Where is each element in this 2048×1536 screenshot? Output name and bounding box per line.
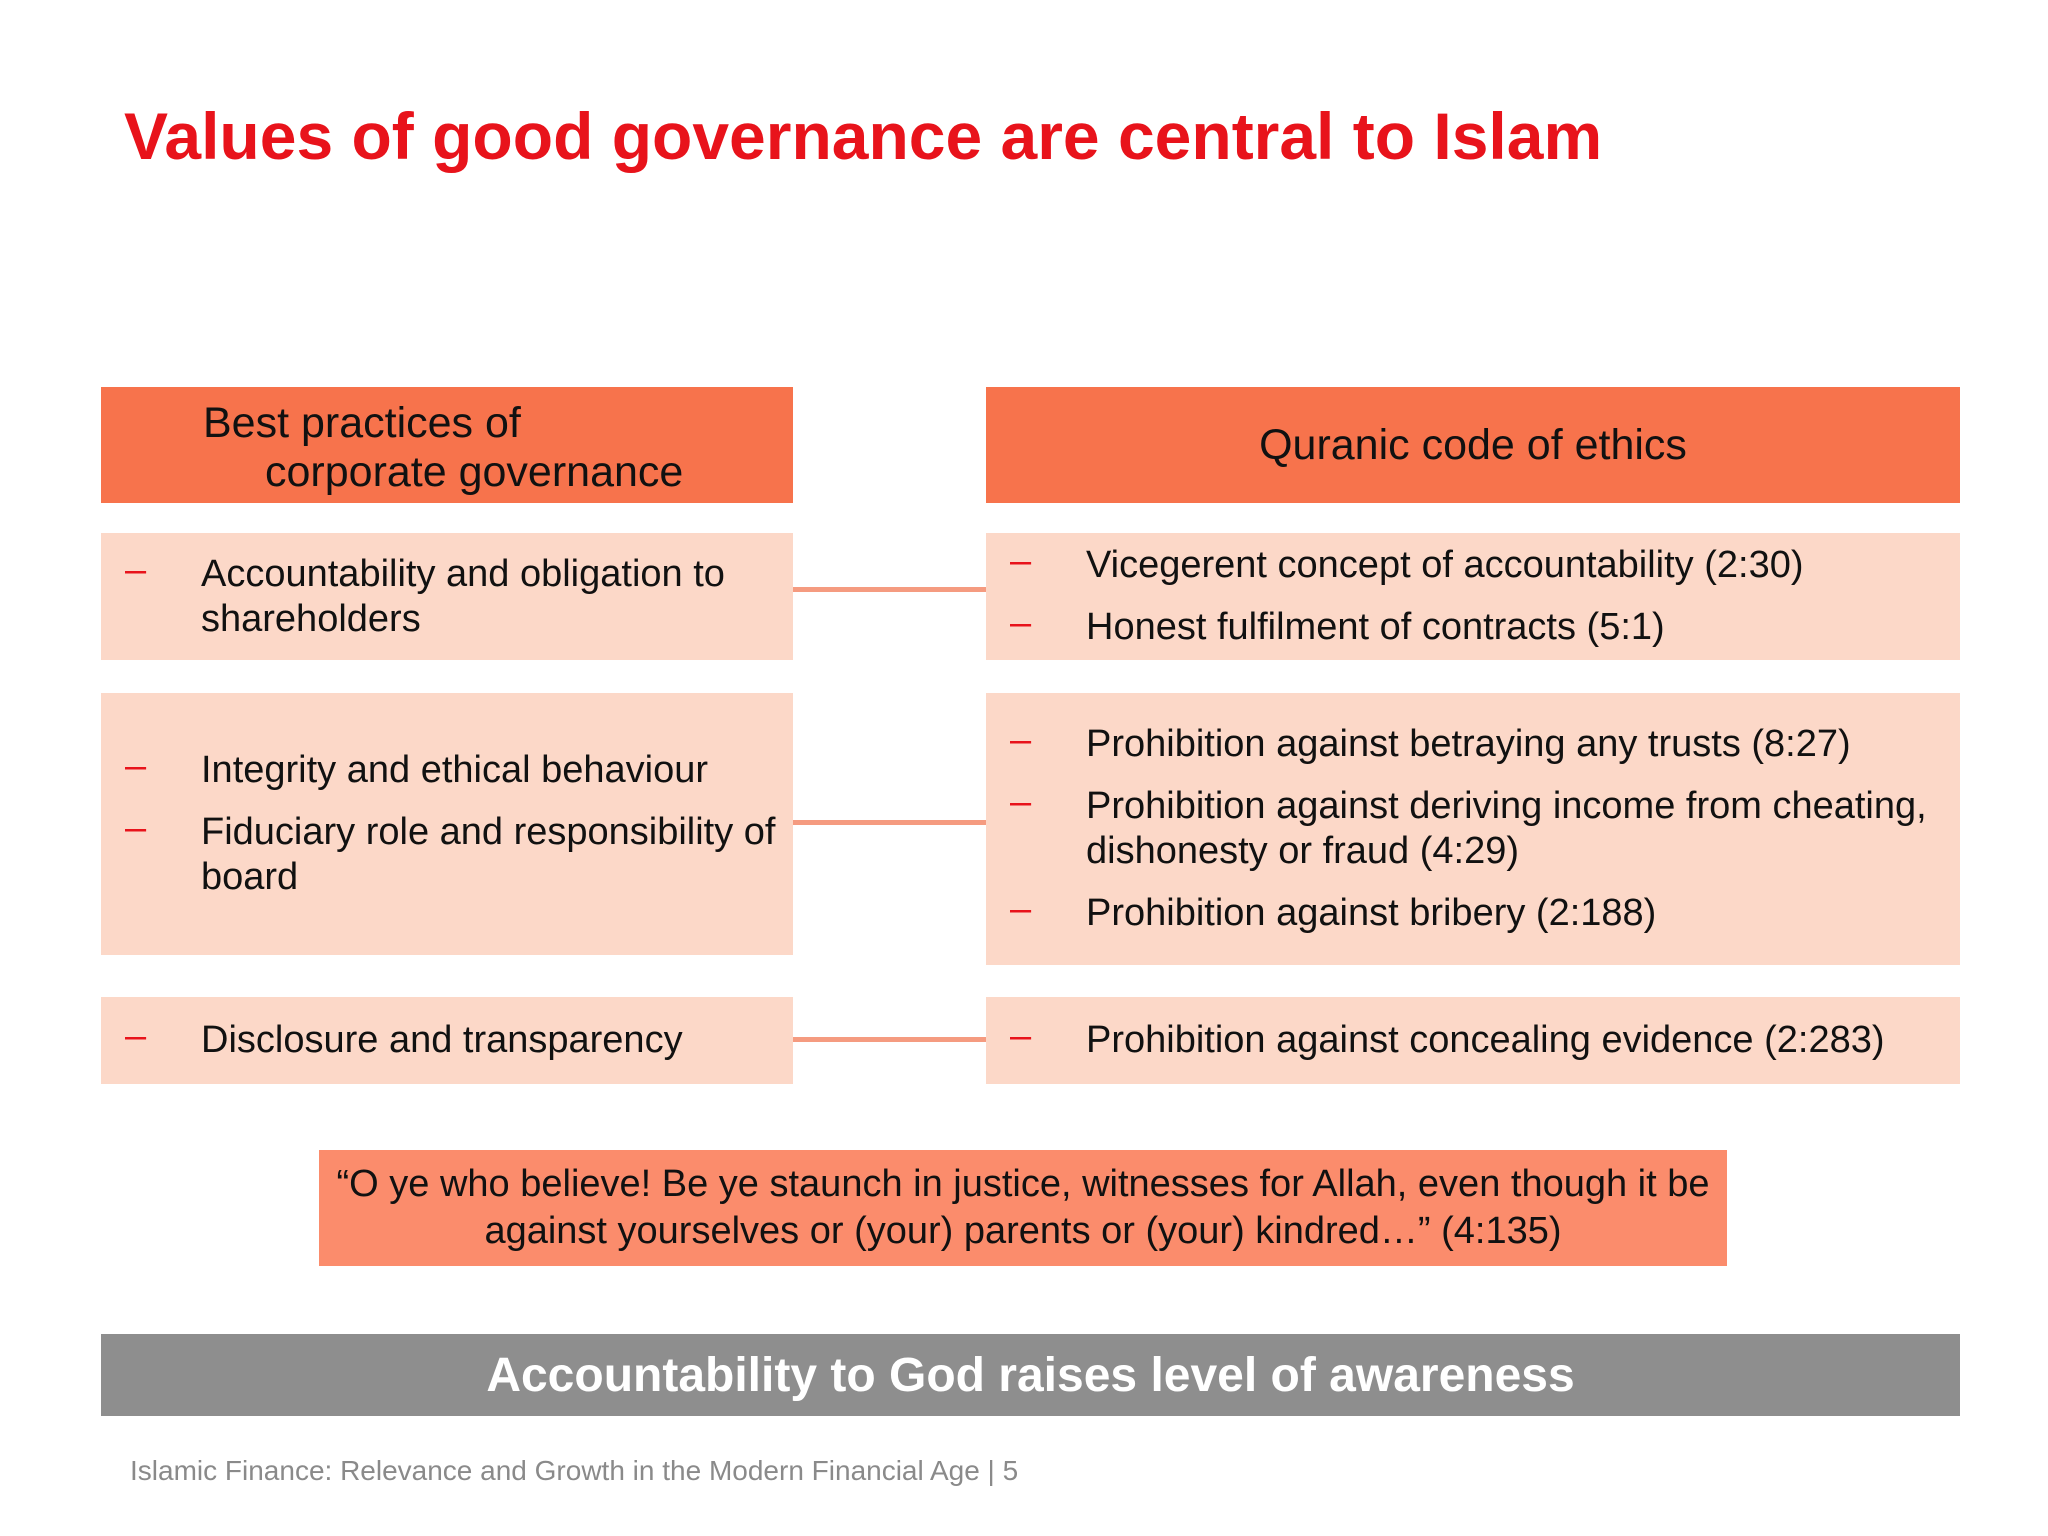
conclusion-banner	[101, 1334, 1960, 1416]
list-item	[101, 1015, 793, 1063]
slide-title: Values of good governance are central to Islam	[124, 99, 1603, 173]
item-text: Prohibition against betraying any trusts (8:27)	[1086, 723, 1851, 765]
item-text: Fiduciary role and responsibility of board	[201, 811, 776, 898]
row-1-left-box	[101, 533, 793, 660]
item-text: Integrity and ethical behaviour	[201, 749, 708, 791]
quran-quote-box	[319, 1150, 1727, 1266]
bullet-dash-icon: –	[125, 548, 147, 591]
list-item	[986, 1015, 1960, 1063]
list-item	[986, 540, 1960, 588]
row-2-left-box	[101, 693, 793, 955]
item-text: Accountability and obligation to shareholders	[201, 552, 725, 640]
list-item	[101, 548, 793, 642]
bullet-dash-icon: –	[125, 1015, 147, 1057]
row-2-right-box	[986, 693, 1960, 965]
row-3-left-box	[101, 997, 793, 1084]
item-text: Honest fulfilment of contracts (5:1)	[1086, 606, 1665, 648]
right-header-label: Quranic code of ethics	[1259, 420, 1687, 469]
left-header-line-1: Best practices of	[203, 399, 521, 447]
left-column-header	[101, 387, 793, 503]
list-item	[986, 888, 1960, 936]
item-text: Prohibition against deriving income from cheating, dishonesty or fraud (4:29)	[1086, 785, 1927, 872]
item-text: Disclosure and transparency	[201, 1019, 683, 1061]
bullet-dash-icon: –	[125, 745, 147, 787]
row-3-right-box	[986, 997, 1960, 1084]
list-item	[986, 719, 1960, 767]
bullet-dash-icon: –	[1010, 540, 1032, 582]
quote-text: “O ye who believe! Be ye staunch in justice, witnesses for Allah, even though it be against yourselves or (your) parents or (your) kindred…” (4:135)	[336, 1163, 1710, 1252]
bullet-dash-icon: –	[1010, 1015, 1032, 1057]
item-text: Vicegerent concept of accountability (2:30)	[1086, 544, 1804, 586]
row-1-connector	[793, 587, 986, 592]
bullet-dash-icon: –	[1010, 719, 1032, 761]
item-text: Prohibition against bribery (2:188)	[1086, 892, 1657, 934]
list-item	[101, 807, 793, 900]
right-column-header	[986, 387, 1960, 503]
bullet-dash-icon: –	[1010, 781, 1032, 823]
list-item	[986, 781, 1960, 874]
slide-footer: Islamic Finance: Relevance and Growth in the Modern Financial Age | 5	[130, 1455, 1019, 1486]
row-3-connector	[793, 1037, 986, 1042]
list-item	[986, 602, 1960, 650]
bullet-dash-icon: –	[1010, 602, 1032, 644]
left-header-line-2: corporate governance	[265, 448, 684, 496]
row-1-right-box	[986, 533, 1960, 660]
banner-text: Accountability to God raises level of awareness	[486, 1348, 1575, 1402]
bullet-dash-icon: –	[125, 807, 147, 849]
list-item	[101, 745, 793, 793]
bullet-dash-icon: –	[1010, 888, 1032, 930]
item-text: Prohibition against concealing evidence (2:283)	[1086, 1019, 1885, 1061]
row-2-connector	[793, 820, 986, 825]
